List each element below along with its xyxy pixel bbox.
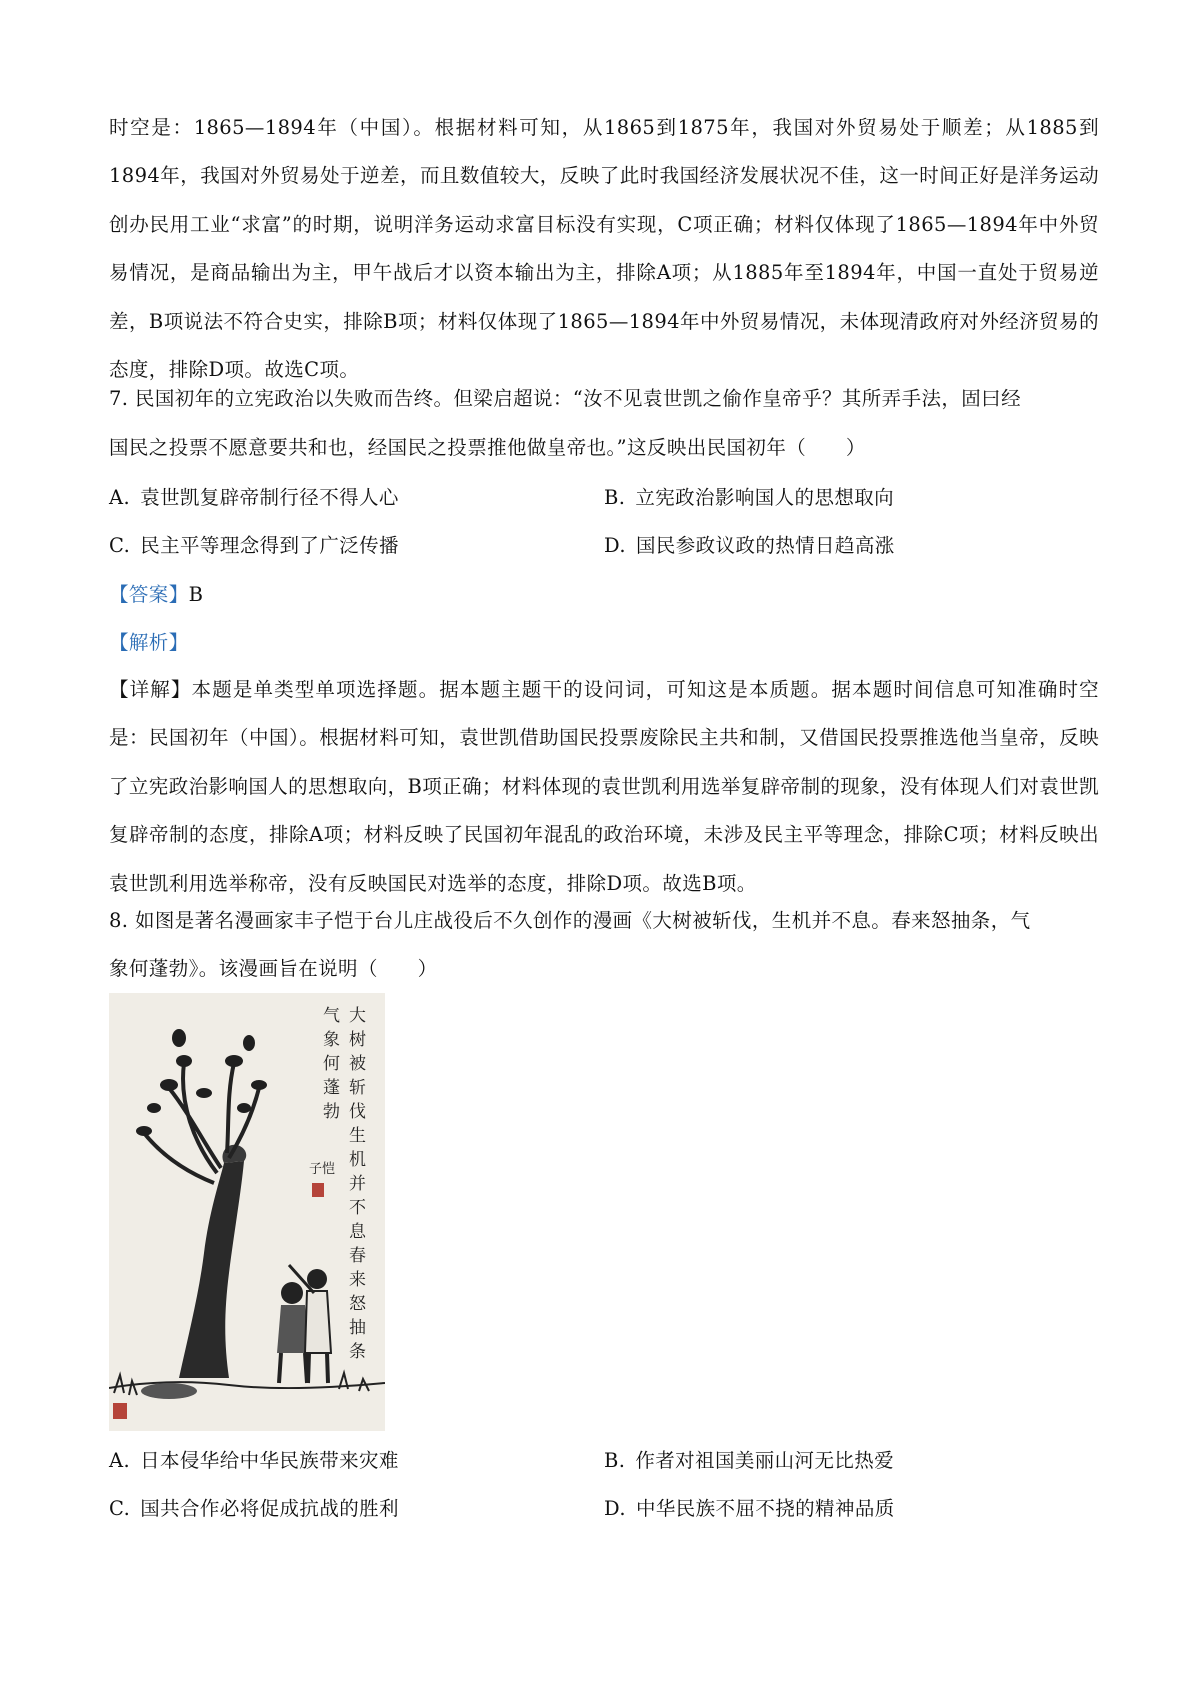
answer-value: B — [188, 583, 204, 606]
q8-option-c: C. 国共合作必将促成抗战的胜利 — [109, 1497, 399, 1520]
q8-option-b: B. 作者对祖国美丽山河无比热爱 — [604, 1449, 895, 1472]
q6-explanation-tail: 时空是：1865—1894年（中国）。根据材料可知，从1865到1875年，我国对外贸易处于顺差；从1885到1894年，我国对外贸易处于逆差，而且数值较大，反映了此时我国经济发展状况不佳，这一时间正好是洋务运动创办民用工业“求富”的时期，说明洋务运动求富目标没有实现，C项正确；材料仅体现了1865—1894年中外贸易情况，是商品输出为主，甲午战后才以资本输出为主，排除A项；从1885年至1894年，中国一直处于贸易逆差，B项说法不符合史实，排除B项；材料仅体现了1865—1894年中外贸易情况，未体现清政府对外经济贸易的态度，排除D项。故选C项。 — [109, 116, 1099, 382]
svg-text:象: 象 — [323, 1030, 340, 1050]
q8-stem-line2: 象何蓬勃》。该漫画旨在说明（ ） — [109, 957, 438, 980]
q8-stem-line1: 8. 如图是著名漫画家丰子恺于台儿庄战役后不久创作的漫画《大树被斩伐，生机并不息。春来怒抽条，气 — [109, 909, 1031, 932]
svg-text:气: 气 — [323, 1006, 340, 1026]
svg-text:被: 被 — [349, 1054, 366, 1074]
q7-analysis-tag: 【解析】 — [109, 631, 189, 654]
svg-text:斩: 斩 — [349, 1078, 366, 1098]
q7-option-d: D. 国民参政议政的热情日趋高涨 — [604, 534, 895, 557]
q8-option-a: A. 日本侵华给中华民族带来灾难 — [109, 1449, 399, 1472]
q7-answer — [109, 580, 203, 610]
svg-text:并: 并 — [349, 1174, 366, 1194]
svg-text:伐: 伐 — [349, 1102, 366, 1122]
svg-text:息: 息 — [349, 1222, 366, 1242]
answer-tag: 【答案】 — [109, 583, 189, 606]
q7-stem-line1: 7. 民国初年的立宪政治以失败而告终。但梁启超说：“汝不见袁世凯之偷作皇帝乎？其所弄手法，固曰经 — [109, 387, 1021, 410]
svg-text:何: 何 — [323, 1054, 340, 1074]
svg-text:怒: 怒 — [349, 1294, 366, 1314]
svg-text:树: 树 — [349, 1030, 366, 1050]
svg-text:抽: 抽 — [349, 1318, 366, 1338]
q7-option-a: A. 袁世凯复辟帝制行径不得人心 — [109, 486, 399, 509]
svg-text:大: 大 — [349, 1006, 366, 1026]
svg-text:条: 条 — [349, 1342, 366, 1362]
q7-option-c: C. 民主平等理念得到了广泛传播 — [109, 534, 399, 557]
svg-text:机: 机 — [349, 1150, 366, 1170]
q7-option-b: B. 立宪政治影响国人的思想取向 — [604, 486, 895, 509]
cartoon-illustration — [109, 993, 385, 1431]
cartoon-artwork — [109, 993, 385, 1431]
q7-stem-line2: 国民之投票不愿意要共和也，经国民之投票推他做皇帝也。”这反映出民国初年（ ） — [109, 436, 866, 459]
svg-text:勃: 勃 — [323, 1102, 340, 1122]
svg-text:生: 生 — [349, 1126, 366, 1146]
q8-option-d: D. 中华民族不屈不挠的精神品质 — [604, 1497, 895, 1520]
svg-text:子恺: 子恺 — [309, 1162, 336, 1177]
q7-detail: 【详解】本题是单类型单项选择题。据本题主题干的设问词，可知这是本质题。据本题时间信息可知准确时空是：民国初年（中国）。根据材料可知，袁世凯借助国民投票废除民主共和制，又借国民投票推选他当皇帝，反映了立宪政治影响国人的思想取向，B项正确；材料体现的袁世凯利用选举复辟帝制的现象，没有体现人们对袁世凯复辟帝制的态度，排除A项；材料反映了民国初年混乱的政治环境，未涉及民主平等理念，排除C项；材料反映出袁世凯利用选举称帝，没有反映国民对选举的态度，排除D项。故选B项。 — [109, 678, 1099, 895]
svg-text:不: 不 — [349, 1198, 366, 1218]
svg-text:来: 来 — [349, 1270, 366, 1290]
svg-text:蓬: 蓬 — [323, 1078, 340, 1098]
svg-text:春: 春 — [349, 1246, 366, 1266]
